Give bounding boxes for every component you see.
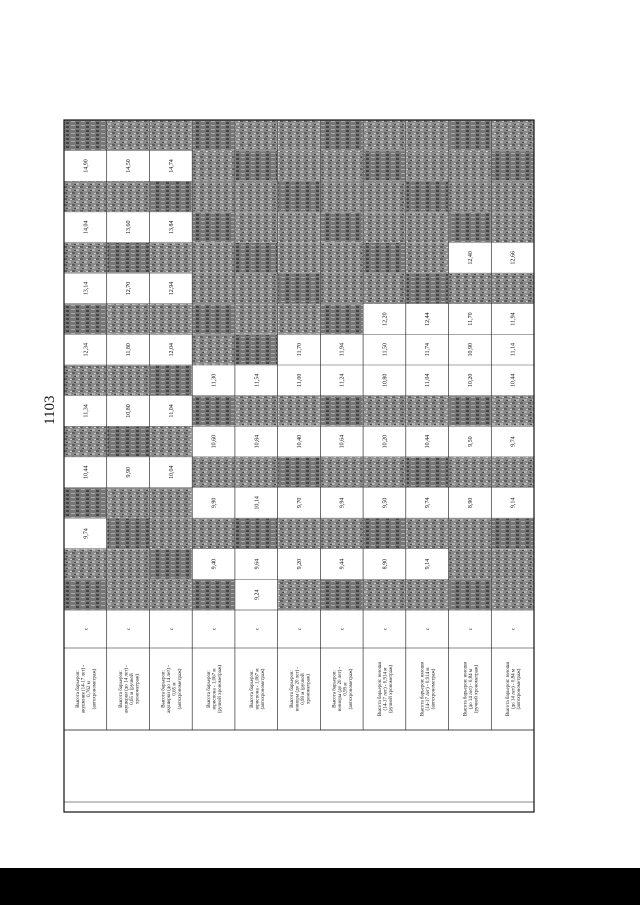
cell-value: 9,50 bbox=[467, 436, 474, 447]
shaded-cell bbox=[150, 488, 192, 518]
row-unit: с bbox=[340, 627, 346, 631]
shaded-cell bbox=[193, 335, 235, 365]
row-label-line: 0,65 м bbox=[172, 682, 178, 696]
shaded-cell bbox=[150, 243, 192, 273]
cell-value: 10,44 bbox=[83, 465, 90, 479]
shaded-cell bbox=[107, 121, 149, 151]
shaded-cell bbox=[406, 212, 448, 242]
cell-value: 11,54 bbox=[254, 373, 261, 387]
shaded-cell bbox=[321, 151, 363, 181]
shaded-cell bbox=[364, 182, 406, 212]
shaded-cell bbox=[278, 151, 320, 181]
shaded-cell bbox=[193, 243, 235, 273]
row-label-line: (автохронометраж) bbox=[260, 668, 266, 710]
cell-value: 11,70 bbox=[297, 343, 303, 357]
row-label-line: хронометраж) bbox=[306, 673, 312, 705]
shaded-cell bbox=[235, 182, 277, 212]
cell-value: 10,60 bbox=[211, 434, 218, 449]
cell-value: 9,20 bbox=[297, 558, 303, 570]
shaded-cell bbox=[235, 457, 277, 487]
shaded-cell bbox=[278, 304, 320, 334]
cell-value: 11,04 bbox=[425, 373, 432, 387]
shaded-cell bbox=[278, 457, 320, 487]
shaded-cell bbox=[321, 182, 363, 212]
shaded-cell bbox=[193, 519, 235, 549]
cell-value: 10,14 bbox=[254, 496, 261, 510]
row-label-line: Высота барьеров: bbox=[249, 670, 255, 708]
shaded-cell bbox=[406, 243, 448, 273]
row-label-line: Высота барьеров: юноши bbox=[506, 661, 512, 717]
row-unit: с bbox=[298, 627, 303, 631]
shaded-cell bbox=[193, 121, 235, 151]
shaded-cell bbox=[449, 580, 491, 610]
cell-value: 14,74 bbox=[168, 159, 175, 173]
shaded-cell bbox=[406, 121, 448, 151]
shaded-cell bbox=[321, 519, 363, 549]
row-unit: с bbox=[468, 627, 474, 631]
row-label-line: юниоры (до 20 лет) - bbox=[295, 666, 301, 712]
cell-value: 9,70 bbox=[297, 497, 303, 509]
scan-bottom-edge bbox=[0, 868, 640, 905]
shaded-cell bbox=[449, 182, 491, 212]
cell-value: 14,90 bbox=[83, 159, 90, 173]
cell-value: 14,50 bbox=[126, 159, 133, 173]
shaded-cell bbox=[364, 212, 406, 242]
shaded-cell bbox=[107, 549, 149, 579]
row-unit: с bbox=[169, 627, 175, 631]
shaded-cell bbox=[278, 212, 320, 242]
cell-value: 13,14 bbox=[83, 281, 90, 296]
row-unit: с bbox=[84, 627, 90, 631]
shaded-cell bbox=[321, 243, 363, 273]
row-label-line: (14-17 лет) - 0,914 м bbox=[383, 667, 389, 711]
shaded-cell bbox=[449, 151, 491, 181]
cell-value: 10,20 bbox=[382, 434, 389, 449]
shaded-cell bbox=[364, 396, 406, 426]
row-label-line: хронометраж) bbox=[135, 673, 141, 705]
shaded-cell bbox=[150, 182, 192, 212]
cell-value: 9,90 bbox=[126, 466, 133, 478]
shaded-cell bbox=[150, 121, 192, 151]
shaded-cell bbox=[492, 212, 534, 242]
shaded-cell bbox=[65, 121, 107, 151]
row-label-line: юриспона - 1,067 м bbox=[255, 668, 261, 710]
shaded-cell bbox=[193, 457, 235, 487]
row-label-line: Высота барьеров: юноши bbox=[377, 661, 383, 717]
cell-value: 13,84 bbox=[168, 220, 175, 234]
shaded-cell bbox=[492, 580, 534, 610]
cell-value: 9,90 bbox=[211, 497, 218, 509]
shaded-cell bbox=[107, 304, 149, 334]
cell-value: 11,00 bbox=[297, 373, 303, 387]
row-label-line: Высота барьеров: юноши bbox=[420, 661, 426, 717]
cell-value: 10,44 bbox=[425, 434, 432, 449]
cell-value: 11,14 bbox=[510, 343, 517, 357]
cell-value: 9,64 bbox=[254, 558, 261, 570]
shaded-cell bbox=[321, 121, 363, 151]
shaded-cell bbox=[235, 519, 277, 549]
cell-value: 9,74 bbox=[83, 528, 90, 539]
shaded-cell bbox=[492, 549, 534, 579]
shaded-cell bbox=[406, 274, 448, 304]
cell-value: 12,40 bbox=[467, 251, 474, 265]
shaded-cell bbox=[278, 580, 320, 610]
shaded-cell bbox=[235, 335, 277, 365]
shaded-cell bbox=[492, 396, 534, 426]
row-label-line: (автохронометраж) bbox=[92, 668, 98, 710]
row-label-line: (автохронометраж) bbox=[431, 668, 437, 710]
shaded-cell bbox=[107, 243, 149, 273]
shaded-cell bbox=[406, 519, 448, 549]
shaded-cell bbox=[235, 304, 277, 334]
shaded-cell bbox=[321, 580, 363, 610]
row-label-line: Высота барьеров: bbox=[207, 670, 213, 708]
row-label-line: (ручной хронометраж) bbox=[474, 664, 480, 714]
shaded-cell bbox=[235, 396, 277, 426]
cell-value: 11,70 bbox=[467, 312, 474, 326]
shaded-cell bbox=[492, 274, 534, 304]
shaded-cell bbox=[406, 580, 448, 610]
shaded-cell bbox=[364, 121, 406, 151]
shaded-cell bbox=[321, 212, 363, 242]
row-unit: с bbox=[127, 627, 133, 631]
row-unit: с bbox=[383, 627, 389, 631]
shaded-cell bbox=[65, 304, 107, 334]
row-label-line: Высота барьеров: bbox=[289, 670, 295, 708]
shaded-cell bbox=[492, 151, 534, 181]
cell-value: 10,84 bbox=[254, 434, 261, 449]
row-label-line: 0,99 м (ручной bbox=[300, 673, 306, 705]
shaded-cell bbox=[107, 519, 149, 549]
row-label-line: (до 14 лет) - 0,84 м bbox=[511, 668, 517, 710]
cell-value: 10,80 bbox=[382, 373, 389, 388]
shaded-cell bbox=[107, 427, 149, 457]
shaded-cell bbox=[150, 366, 192, 396]
shaded-cell bbox=[65, 580, 107, 610]
shaded-cell bbox=[492, 457, 534, 487]
row-label-line: Высота барьеров: bbox=[118, 670, 124, 708]
shaded-cell bbox=[364, 457, 406, 487]
row-label-line: (автохронометраж) bbox=[178, 668, 184, 710]
row-label-line: (14-17 лет) - 0,914 м bbox=[426, 667, 432, 711]
shaded-cell bbox=[492, 519, 534, 549]
shaded-cell bbox=[449, 212, 491, 242]
row-label-line: юриспона - 1,067 м bbox=[212, 668, 218, 710]
shaded-cell bbox=[235, 274, 277, 304]
shaded-cell bbox=[150, 427, 192, 457]
cell-value: 11,24 bbox=[339, 373, 346, 387]
cell-value: 12,66 bbox=[510, 251, 517, 265]
row-unit: с bbox=[212, 627, 218, 631]
cell-value: 10,80 bbox=[126, 404, 133, 418]
cell-value: 11,50 bbox=[382, 343, 389, 357]
cell-value: 11,80 bbox=[126, 343, 133, 357]
shaded-cell bbox=[449, 274, 491, 304]
shaded-cell bbox=[449, 121, 491, 151]
shaded-cell bbox=[364, 274, 406, 304]
cell-value: 9,74 bbox=[510, 436, 517, 447]
cell-value: 11,74 bbox=[425, 343, 432, 357]
shaded-cell bbox=[150, 549, 192, 579]
cell-value: 10,90 bbox=[467, 342, 474, 357]
shaded-cell bbox=[364, 519, 406, 549]
shaded-cell bbox=[150, 519, 192, 549]
row-label-line: акушения (14-17 лет) - bbox=[81, 664, 87, 714]
shaded-cell bbox=[193, 151, 235, 181]
shaded-cell bbox=[278, 243, 320, 273]
shaded-cell bbox=[235, 121, 277, 151]
row-label-line: (автохронометраж) bbox=[517, 668, 523, 710]
shaded-cell bbox=[193, 182, 235, 212]
cell-value: 13,60 bbox=[126, 220, 133, 234]
cell-value: 11,94 bbox=[339, 343, 346, 357]
cell-value: 10,64 bbox=[339, 434, 346, 449]
shaded-cell bbox=[492, 182, 534, 212]
shaded-cell bbox=[193, 212, 235, 242]
shaded-cell bbox=[278, 182, 320, 212]
shaded-cell bbox=[65, 366, 107, 396]
row-label-line: (автохронометраж) bbox=[348, 668, 354, 710]
cell-value: 9,74 bbox=[425, 497, 432, 509]
shaded-cell bbox=[235, 243, 277, 273]
cell-value: 12,34 bbox=[83, 342, 90, 357]
cell-value: 9,40 bbox=[211, 558, 218, 570]
shaded-cell bbox=[235, 151, 277, 181]
shaded-cell bbox=[193, 396, 235, 426]
cell-value: 12,70 bbox=[126, 281, 133, 296]
shaded-cell bbox=[193, 580, 235, 610]
shaded-cell bbox=[107, 182, 149, 212]
shaded-cell bbox=[449, 519, 491, 549]
shaded-cell bbox=[150, 580, 192, 610]
shaded-cell bbox=[65, 488, 107, 518]
cell-value: 9,44 bbox=[339, 558, 346, 570]
shaded-cell bbox=[65, 427, 107, 457]
cell-value: 14,04 bbox=[83, 220, 90, 234]
cell-value: 9,14 bbox=[425, 558, 432, 570]
cell-value: 10,20 bbox=[467, 373, 474, 388]
shaded-cell bbox=[406, 151, 448, 181]
shaded-cell bbox=[449, 396, 491, 426]
shaded-cell bbox=[406, 182, 448, 212]
shaded-cell bbox=[193, 304, 235, 334]
shaded-cell bbox=[107, 366, 149, 396]
shaded-cell bbox=[65, 549, 107, 579]
row-label-line: Высота барьеров: юноши bbox=[463, 661, 469, 717]
cell-value: 12,94 bbox=[168, 281, 175, 296]
shaded-cell bbox=[321, 304, 363, 334]
shaded-cell bbox=[449, 549, 491, 579]
shaded-cell bbox=[406, 396, 448, 426]
row-label-line: (ручной хронометраж) bbox=[388, 664, 394, 714]
row-unit: с bbox=[255, 627, 261, 631]
row-label-line: Высота барьеров: bbox=[76, 670, 82, 708]
cell-value: 9,24 bbox=[254, 589, 261, 600]
cell-value: 8,90 bbox=[467, 497, 474, 509]
shaded-cell bbox=[406, 457, 448, 487]
shaded-cell bbox=[278, 519, 320, 549]
row-label-line: Высота барьеров: bbox=[161, 670, 167, 708]
row-unit: с bbox=[511, 627, 517, 631]
shaded-cell bbox=[278, 121, 320, 151]
cell-value: 12,44 bbox=[425, 312, 432, 326]
shaded-cell bbox=[321, 274, 363, 304]
cell-value: 8,90 bbox=[382, 558, 389, 570]
cell-value: 10,04 bbox=[168, 465, 175, 479]
cell-value: 9,50 bbox=[382, 497, 389, 509]
cell-value: 9,94 bbox=[339, 497, 346, 509]
row-label-line: 0,762 м bbox=[87, 681, 93, 697]
row-unit: с bbox=[426, 627, 432, 631]
shaded-cell bbox=[65, 182, 107, 212]
cell-value: 10,40 bbox=[297, 434, 303, 449]
page-number: 1103 bbox=[42, 395, 58, 425]
cell-value: 11,94 bbox=[510, 312, 517, 326]
shaded-cell bbox=[364, 151, 406, 181]
shaded-cell bbox=[492, 121, 534, 151]
shaded-cell bbox=[449, 457, 491, 487]
shaded-cell bbox=[235, 212, 277, 242]
cell-value: 9,14 bbox=[510, 497, 517, 509]
shaded-cell bbox=[193, 274, 235, 304]
row-label-line: акушерки (до 14 лет) - bbox=[167, 665, 173, 713]
cell-value: 10,44 bbox=[510, 373, 517, 388]
shaded-cell bbox=[364, 580, 406, 610]
cell-value: 11,30 bbox=[211, 373, 218, 387]
row-label-line: юниоры (до 20 лет) - bbox=[337, 666, 343, 712]
shaded-cell bbox=[107, 580, 149, 610]
shaded-cell bbox=[364, 243, 406, 273]
row-label-line: акушерки (до 14 лет) - bbox=[124, 665, 130, 713]
cell-value: 12,04 bbox=[168, 342, 175, 357]
shaded-cell bbox=[278, 274, 320, 304]
shaded-cell bbox=[65, 243, 107, 273]
cell-value: 11,04 bbox=[168, 404, 175, 418]
shaded-cell bbox=[150, 304, 192, 334]
cell-value: 11,34 bbox=[83, 404, 90, 418]
row-label-line: (ручной хронометраж) bbox=[218, 664, 224, 714]
row-label-line: 0,65 м (ручной bbox=[129, 673, 135, 705]
shaded-cell bbox=[107, 488, 149, 518]
row-label-line: 0,99 м bbox=[343, 682, 349, 696]
shaded-cell bbox=[321, 396, 363, 426]
cell-value: 12,20 bbox=[382, 312, 389, 326]
shaded-cell bbox=[278, 396, 320, 426]
row-label-line: Высота барьеров: bbox=[332, 670, 338, 708]
shaded-cell bbox=[321, 457, 363, 487]
row-label-line: (до 14 лет) - 0,84 м bbox=[468, 668, 474, 710]
